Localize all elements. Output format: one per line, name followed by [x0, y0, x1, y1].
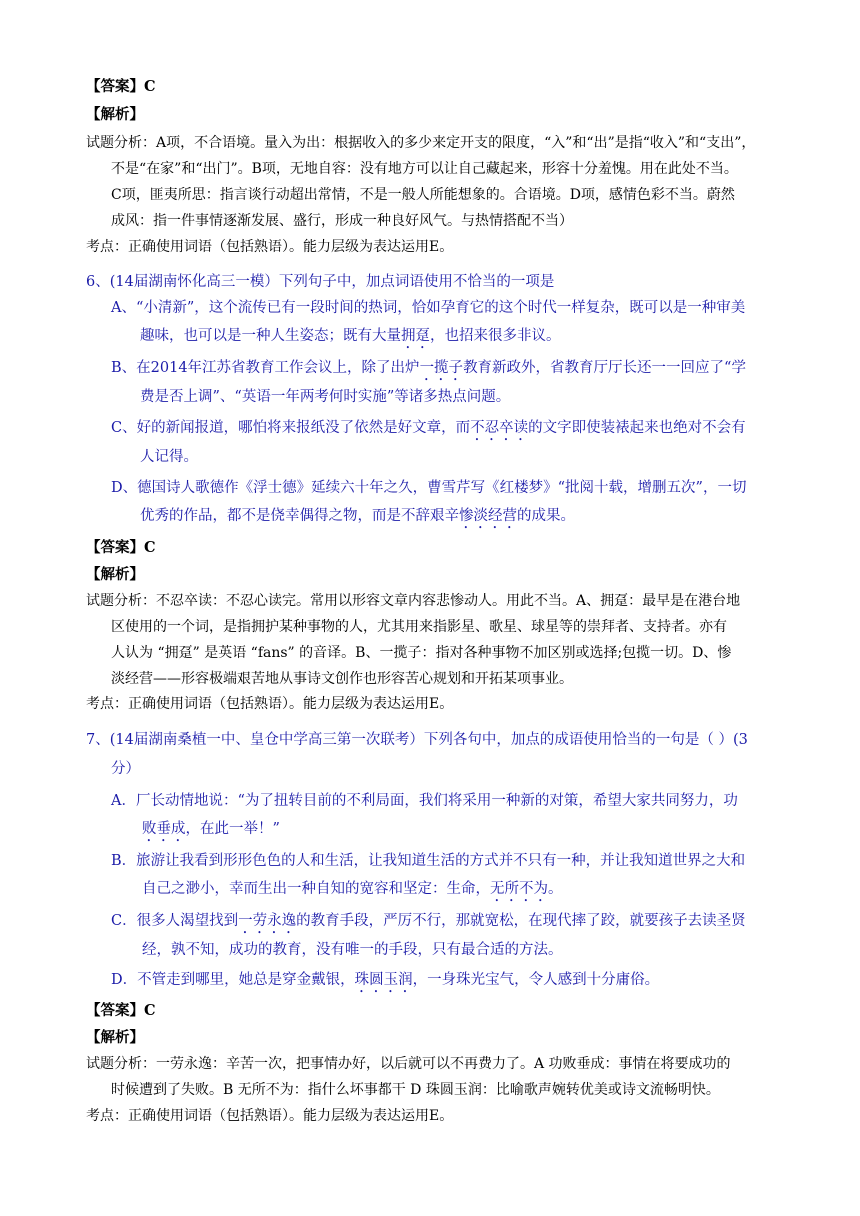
dotted-term: 无所不为 [490, 881, 548, 897]
option-d-cont: 优秀的作品，都不是侥幸偶得之物，而是不辞艰辛惨淡经营的成果。 [140, 508, 575, 524]
answer-label: 【答案】C [86, 1002, 156, 1019]
question-title: 7、(14届湖南桑植一中、皇仓中学高三第一次联考）下列各句中，加点的成语使用恰当的一句是（ ）(3 [86, 732, 748, 748]
dotted-term: 不忍卒读 [470, 420, 529, 436]
kaodian-line: 考点：正确使用词语（包括熟语）。能力层级为表达运用E。 [86, 696, 454, 712]
analysis-label: 【解析】 [86, 1029, 144, 1046]
analysis-label: 【解析】 [86, 566, 144, 583]
option-c-cont: 经，孰不知，成功的教育，没有唯一的手段，只有最合适的方法。 [142, 942, 563, 958]
option-d: D、德国诗人歌德作《浮士德》延续六十年之久，曹雪芹写《红楼梦》“批阅十载，增删五次”，一切 [111, 480, 747, 496]
option-b: B．旅游让我看到形形色色的人和生活，让我知道生活的方式并不只有一种，并让我知道世界之大和 [111, 853, 746, 869]
analysis-label: 【解析】 [86, 106, 144, 123]
dotted-term: 惨淡经营 [459, 508, 517, 524]
option-a: A、“小清新”，这个流传已有一段时间的热词，恰如孕育它的这个时代一样复杂，既可以是一种审美 [111, 300, 746, 316]
option-c: C．很多人渴望找到一劳永逸的教育手段，严厉不行，那就宽松，在现代摔了跤，就要孩子去读圣贤 [111, 913, 746, 929]
dotted-term: 拥趸 [401, 328, 430, 344]
dotted-term: 一揽子 [419, 360, 464, 376]
dotted-term: 一劳永逸 [238, 913, 297, 929]
analysis-line: 不是“在家”和“出门”。B项，无地自容：没有地方可以让自己藏起来，形容十分羞愧。用在此处不当。 [111, 161, 738, 177]
option-d: D．不管走到哪里，她总是穿金戴银，珠圆玉润，一身珠光宝气，令人感到十分庸俗。 [111, 972, 660, 988]
dotted-term: 败垂成 [142, 821, 186, 837]
kaodian-line: 考点：正确使用词语（包括熟语）。能力层级为表达运用E。 [86, 239, 454, 255]
answer-label: 【答案】C [86, 539, 156, 556]
analysis-line: 试题分析：一劳永逸：辛苦一次，把事情办好，以后就可以不再费力了。A 功败垂成：事情在将要成功的 [86, 1056, 731, 1072]
option-b: B、在2014年江苏省教育工作会议上，除了出炉一揽子教育新政外，省教育厅厅长还一一回应了“学 [111, 360, 746, 376]
option-b-cont: 费是否上调”、“英语一年两考何时实施”等诸多热点问题。 [140, 389, 511, 405]
option-a: A．厂长动情地说：“为了扭转目前的不利局面，我们将采用一种新的对策，希望大家共同努力，功 [111, 793, 738, 809]
answer-label: 【答案】C [86, 78, 156, 95]
dotted-term: 珠圆玉润 [354, 972, 413, 988]
analysis-line: 区使用的一个词，是指拥护某种事物的人，尤其用来指影星、歌星、球星等的崇拜者、支持者。亦有 [111, 619, 727, 635]
analysis-line: 成风：指一件事情逐渐发展、盛行，形成一种良好风气。与热情搭配不当） [111, 213, 573, 229]
option-b-cont: 自己之渺小，幸而生出一种自知的宽容和坚定：生命，无所不为。 [142, 881, 563, 897]
analysis-line: 时候遭到了失败。B 无所不为：指什么坏事都干 D 珠圆玉润：比喻歌声婉转优美或诗文流畅明快。 [111, 1082, 720, 1098]
kaodian-line: 考点：正确使用词语（包括熟语）。能力层级为表达运用E。 [86, 1108, 454, 1124]
question-title: 6、(14届湖南怀化高三一模）下列句子中，加点词语使用不恰当的一项是 [86, 274, 555, 290]
analysis-line: C项，匪夷所思：指言谈行动超出常情，不是一般人所能想象的。合语境。D项，感情色彩不当。蔚然 [111, 187, 735, 203]
analysis-line: 淡经营——形容极端艰苦地从事诗文创作也形容苦心规划和开拓某项事业。 [111, 671, 573, 687]
option-c: C、好的新闻报道，哪怕将来报纸没了依然是好文章，而不忍卒读的文字即使装裱起来也绝对不会有 [111, 420, 746, 436]
analysis-line: 试题分析：A项，不合语境。量入为出：根据收入的多少来定开支的限度，“入”和“出”是指“收入”和“支出”， [86, 135, 756, 151]
analysis-line: 试题分析：不忍卒读：不忍心读完。常用以形容文章内容悲惨动人。用此不当。A、拥趸：最早是在港台地 [86, 593, 741, 609]
option-a-cont: 趣味，也可以是一种人生姿态；既有大量拥趸，也招来很多非议。 [140, 328, 561, 344]
question-title-cont: 分） [111, 761, 140, 777]
option-c-cont: 人记得。 [140, 449, 198, 465]
analysis-line: 人认为 “拥趸” 是英语 “fans” 的音译。B、一揽子：指对各种事物不加区别或选择;包揽一切。D、惨 [111, 645, 732, 661]
option-a-cont: 败垂成，在此一举！” [142, 821, 280, 837]
